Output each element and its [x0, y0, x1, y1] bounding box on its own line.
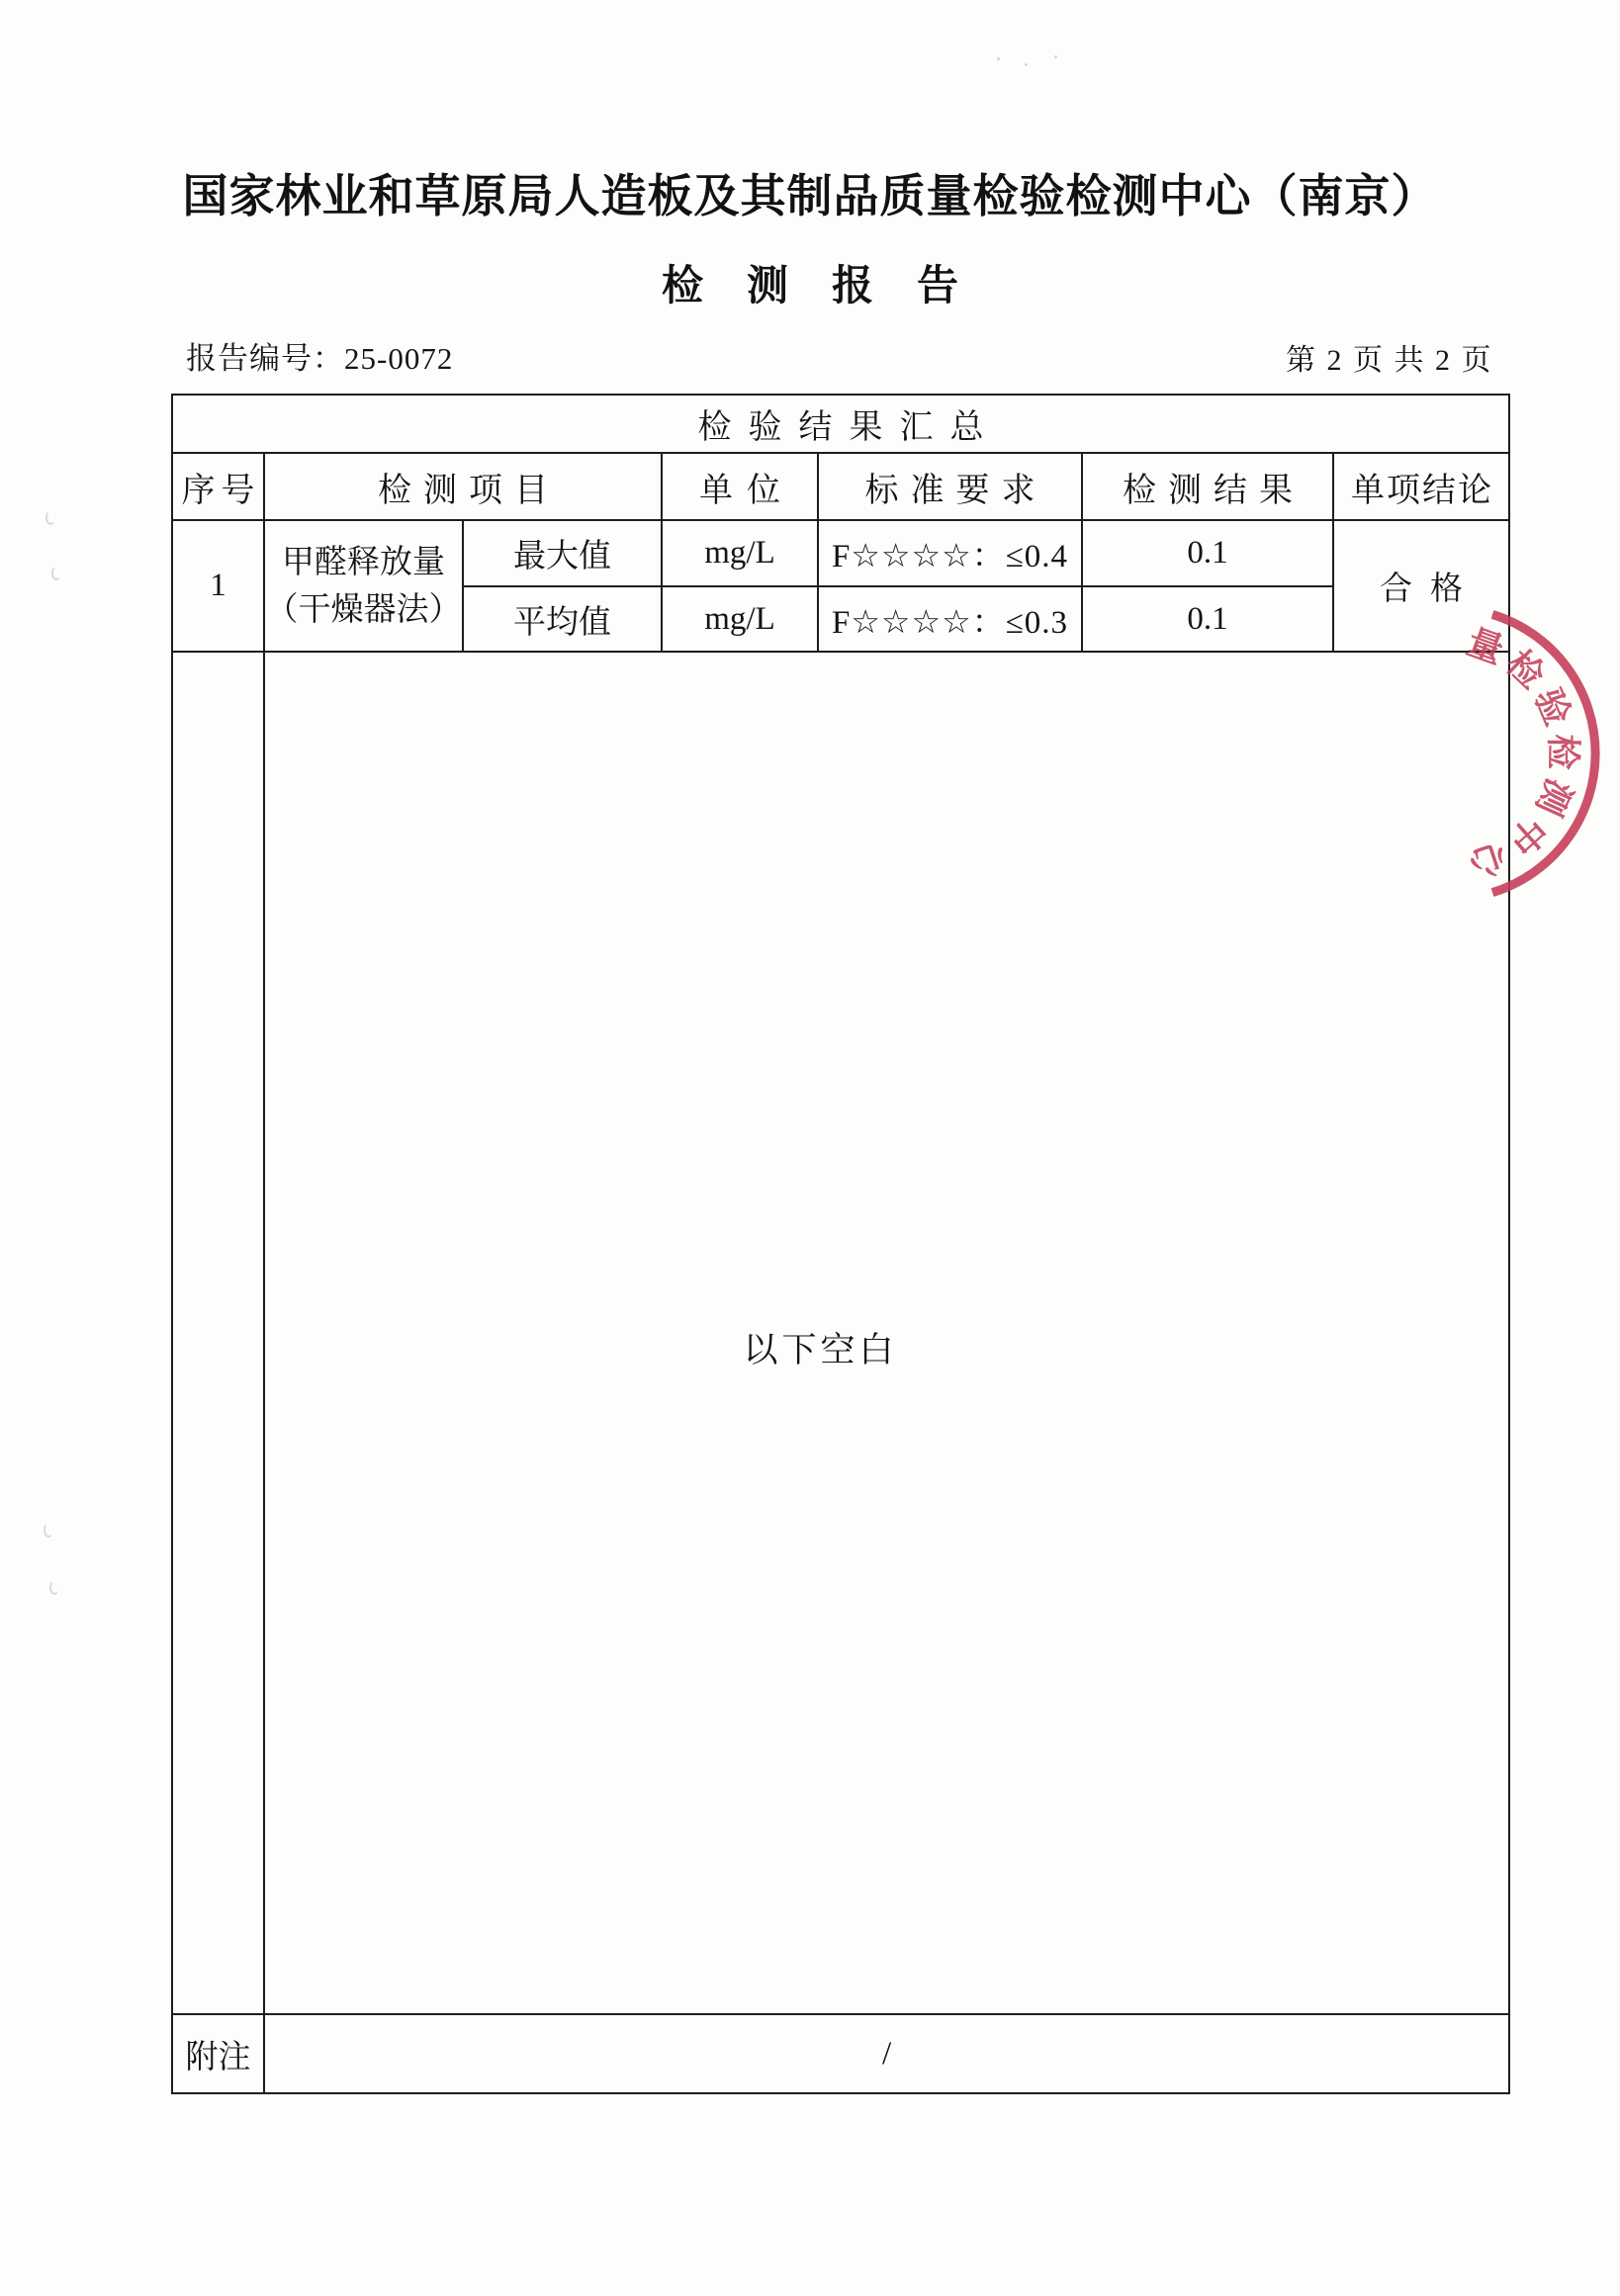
- column-header-conclusion: 单项结论: [1333, 453, 1509, 520]
- table-title-row: [172, 395, 1509, 453]
- column-header-standard: 标准要求: [818, 453, 1082, 520]
- item-name-line1: 甲醛释放量: [282, 544, 445, 580]
- notes-value-cell: /: [264, 2014, 1509, 2093]
- blank-section-row: [172, 652, 1509, 2014]
- conclusion-cell: 合格: [1333, 520, 1509, 652]
- column-header-item: 检测项目: [264, 453, 662, 520]
- blank-content-cell: [264, 652, 1509, 2014]
- standard-cell: F☆☆☆☆：≤0.4: [818, 520, 1082, 586]
- scan-artifact: [44, 1523, 53, 1538]
- table-title-cell: [172, 395, 1509, 453]
- unit-cell: mg/L: [662, 586, 818, 652]
- scan-artifact: [49, 1580, 59, 1595]
- scan-artifact: [45, 510, 55, 525]
- table-header-row: [172, 453, 1509, 520]
- result-cell: 0.1: [1082, 520, 1333, 586]
- page-title: 国家林业和草原局人造板及其制品质量检验检测中心（南京）: [182, 169, 1438, 222]
- variant-cell: 平均值: [463, 586, 662, 652]
- report-number: 报告编号：25-0072: [186, 341, 454, 376]
- variant-cell: 最大值: [463, 520, 662, 586]
- page-indicator: 第 2 页 共 2 页: [1286, 344, 1493, 377]
- document-title: [0, 253, 1620, 312]
- unit-cell: mg/L: [662, 520, 818, 586]
- column-header-seq: 序号: [172, 453, 264, 520]
- column-header-result: 检测结果: [1082, 453, 1333, 520]
- results-table: [171, 394, 1510, 2094]
- table-row: [172, 520, 1509, 586]
- item-name-cell: [264, 520, 463, 652]
- blank-note: 以下空白: [743, 1330, 898, 1369]
- seal-text: 量检验检测中心: [1459, 621, 1583, 886]
- result-cell: 0.1: [1082, 586, 1333, 652]
- item-name-line2: （干燥器法）: [265, 591, 462, 628]
- seq-cell: 1: [172, 520, 264, 652]
- notes-label-cell: 附注: [172, 2014, 264, 2093]
- scan-artifact: [997, 57, 1000, 60]
- scan-artifact: [51, 566, 61, 580]
- column-header-unit: 单位: [662, 453, 818, 520]
- table-title: 检验结果汇总: [697, 409, 1001, 446]
- standard-cell: F☆☆☆☆：≤0.3: [818, 586, 1082, 652]
- notes-row: [172, 2014, 1509, 2093]
- blank-seq-cell: [172, 652, 264, 2014]
- document-title-text: 检测报告: [661, 261, 1002, 309]
